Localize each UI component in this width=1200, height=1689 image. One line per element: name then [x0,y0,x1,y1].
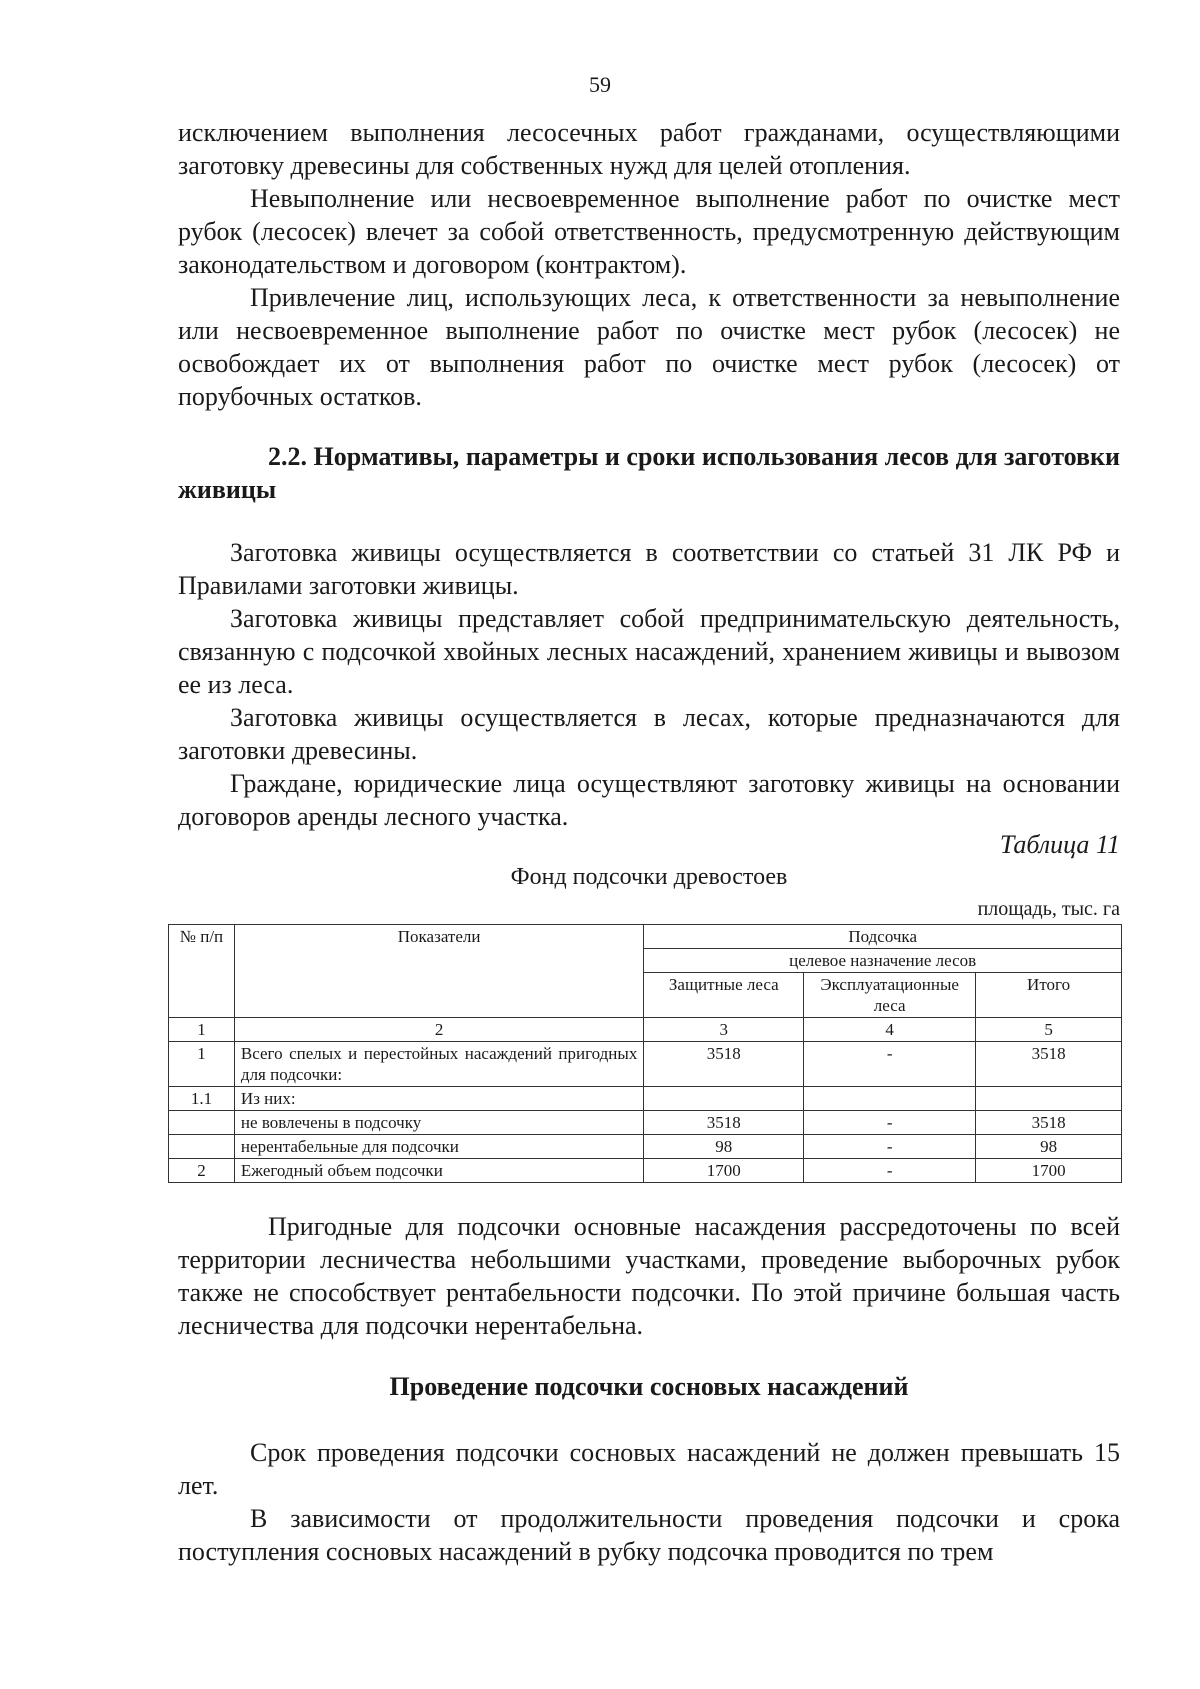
row-protective: 1700 [644,1159,804,1183]
row-total: 98 [976,1135,1122,1159]
paragraph: Заготовка живицы осуществляется в лесах, которые предназначаются для заготовки древесины. [178,703,1120,765]
row-total: 1700 [976,1159,1122,1183]
row-exploitation: - [804,1042,976,1087]
row-protective: 3518 [644,1042,804,1087]
col-number: 1 [169,1018,235,1042]
row-label: нерентабельные для подсочки [234,1135,643,1159]
bottom-text [178,1436,1120,1568]
paragraph: Заготовка живицы осуществляется в соответствии со статьей 31 ЛК РФ и Правилами заготовки живицы. [178,538,1120,600]
mid-text [178,536,1120,833]
paragraph: Пригодные для подсочки основные насаждения рассредоточены по всей территории лесничества небольшими участками, проведение выборочных рубок также не способствует рентабельности подсочки. По этой причине большая часть лесничества для подсочки нерентабельна. [178,1212,1120,1340]
section-heading: 2.2. Нормативы, параметры и сроки использования лесов для заготовки живицы [178,442,1120,504]
table-row [169,1159,1122,1183]
row-exploitation [804,1087,976,1111]
table-row [169,1135,1122,1159]
section-heading-block [178,440,1120,506]
subheading: Проведение подсочки сосновых насаждений [389,1372,909,1401]
col-number: 2 [234,1018,643,1042]
paragraph: Заготовка живицы представляет собой предпринимательскую деятельность, связанную с подсочкой хвойных лесных насаждений, хранением живицы и вывозом ее из леса. [178,604,1120,699]
row-label: Всего спелых и перестойных насаждений пригодных для подсочки: [234,1042,643,1087]
row-num [169,1135,235,1159]
col-number: 5 [976,1018,1122,1042]
after-table-text [178,1210,1120,1342]
row-num: 1 [169,1042,235,1087]
table-caption: Таблица 11 [999,830,1120,859]
table-unit: площадь, тыс. га [977,898,1120,920]
table-row [169,1042,1122,1087]
row-protective: 98 [644,1135,804,1159]
header-purpose: целевое назначение лесов [644,949,1122,973]
row-protective [644,1087,804,1111]
row-total: 3518 [976,1111,1122,1135]
header-indicators: Показатели [234,925,643,1018]
row-protective: 3518 [644,1111,804,1135]
row-label: Ежегодный объем подсочки [234,1159,643,1183]
paragraph: Срок проведения подсочки сосновых насаждений не должен превышать 15 лет. [178,1438,1120,1500]
paragraph: исключением выполнения лесосечных работ гражданами, осуществляющими заготовку древесины для собственных нужд для целей отопления. [178,118,1120,180]
header-total: Итого [976,973,1122,1018]
table-row [169,1111,1122,1135]
row-num: 1.1 [169,1087,235,1111]
table-header-row [169,925,1122,949]
col-number: 3 [644,1018,804,1042]
table-row [169,1087,1122,1111]
row-total: 3518 [976,1042,1122,1087]
row-num: 2 [169,1159,235,1183]
row-label: не вовлечены в подсочку [234,1111,643,1135]
row-label: Из них: [234,1087,643,1111]
top-text [178,116,1120,413]
paragraph: Невыполнение или несвоевременное выполнение работ по очистке мест рубок (лесосек) влечет за собой ответственность, предусмотренную действующим законодательством и договором (контрактом). [178,184,1120,279]
tapping-fund-table [168,924,1122,1183]
row-exploitation: - [804,1159,976,1183]
header-protective: Защитные леса [644,973,804,1018]
paragraph: В зависимости от продолжительности проведения подсочки и срока поступления сосновых насаждений в рубку подсочка проводится по трем [178,1504,1120,1566]
col-number: 4 [804,1018,976,1042]
table-title: Фонд подсочки древостоев [510,864,788,890]
column-number-row [169,1018,1122,1042]
row-num [169,1111,235,1135]
row-exploitation: - [804,1111,976,1135]
row-exploitation: - [804,1135,976,1159]
subheading-block [178,1370,1120,1403]
header-exploitation: Эксплуатационные леса [804,973,976,1018]
paragraph: Привлечение лиц, использующих леса, к ответственности за невыполнение или несвоевременное выполнение работ по очистке мест рубок (лесосек) не освобождает их от выполнения работ по очистке мест рубок (лесосек) от порубочных остатков. [178,283,1120,411]
paragraph: Граждане, юридические лица осуществляют заготовку живицы на основании договоров аренды лесного участка. [178,769,1120,831]
header-num: № п/п [169,925,235,1018]
row-total [976,1087,1122,1111]
header-tapping: Подсочка [644,925,1122,949]
page-number: 59 [589,72,611,97]
